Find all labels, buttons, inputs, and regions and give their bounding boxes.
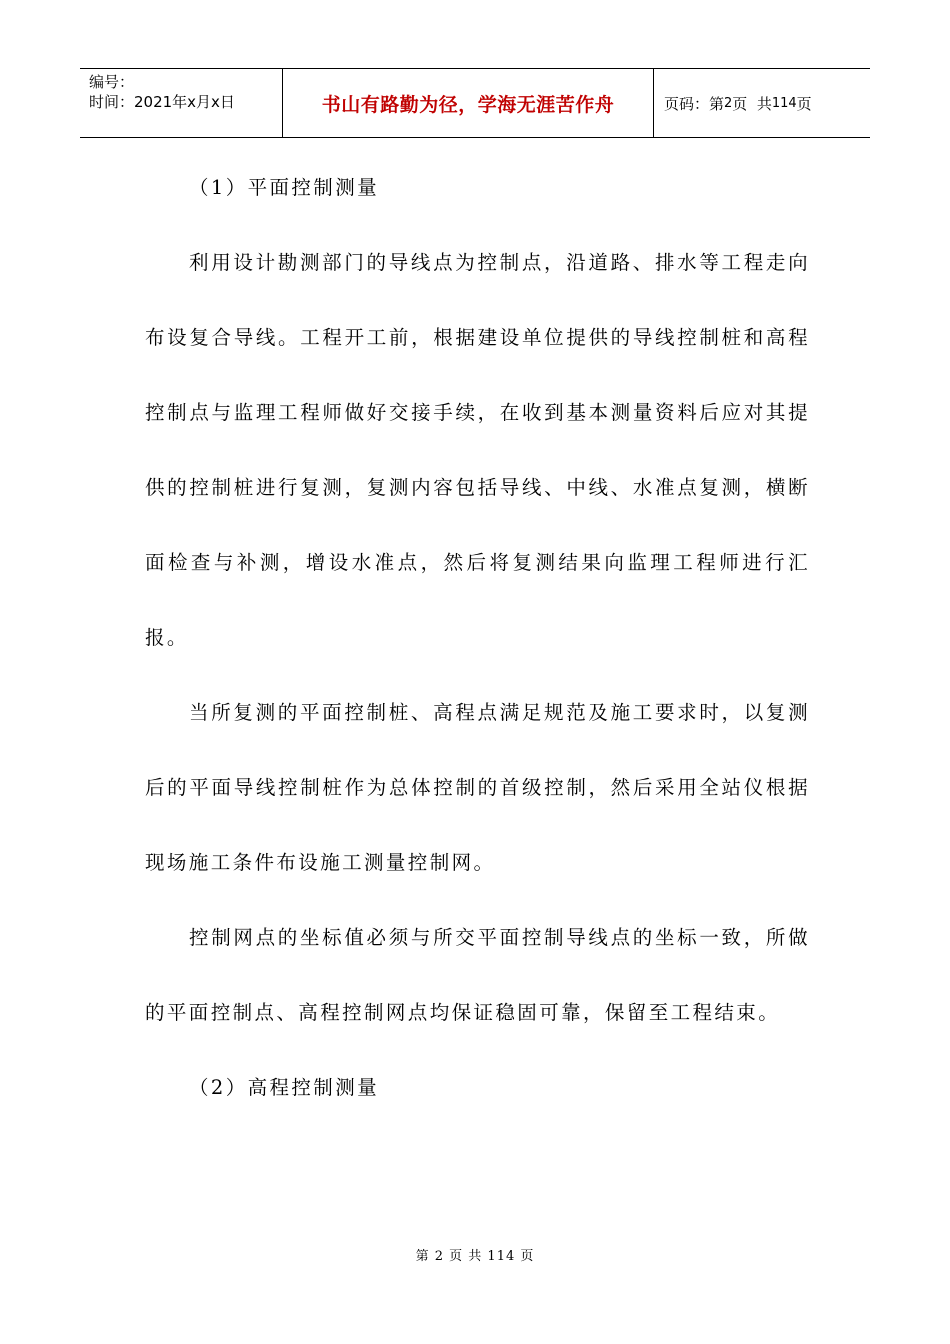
paragraph-3: 控制网点的坐标值必须与所交平面控制导线点的坐标一致，所做的平面控制点、高程控制网点均保证稳固可靠，保留至工程结束。 — [145, 926, 810, 1024]
section-heading-2: （2）高程控制测量 — [189, 1076, 380, 1099]
document-body — [145, 150, 810, 1125]
page-header — [80, 68, 870, 138]
header-page-info — [654, 69, 870, 137]
page-suffix: 页 — [796, 94, 812, 113]
document-code-label: 编号： — [89, 73, 135, 91]
paragraph-1: 利用设计勘测部门的导线点为控制点，沿道路、排水等工程走向布设复合导线。工程开工前，根据建设单位提供的导线控制桩和高程控制点与监理工程师做好交接手续，在收到基本测量资料后应对其提供的控制桩进行复测，复测内容包括导线、中线、水准点复测，横断面检查与补测，增设水准点，然后将复测结果向监理工程师进行汇报。 — [145, 251, 810, 649]
header-motto: 书山有路勤为径，学海无涯苦作舟 — [282, 69, 654, 137]
page-total: 114 — [771, 95, 797, 111]
paragraph-2: 当所复测的平面控制桩、高程点满足规范及施工要求时，以复测后的平面导线控制桩作为总体控制的首级控制，然后采用全站仪根据现场施工条件布设施工测量控制网。 — [145, 701, 810, 874]
page-current: 2 — [724, 95, 733, 111]
page-prefix: 页码：第 — [664, 94, 725, 113]
page-footer: 第 2 页 共 114 页 — [415, 1249, 535, 1264]
header-meta — [80, 69, 282, 137]
document-date: 时间：2021年x月x日 — [89, 93, 235, 111]
page-mid: 页 共 — [732, 94, 772, 113]
section-heading-1: （1）平面控制测量 — [189, 176, 380, 199]
